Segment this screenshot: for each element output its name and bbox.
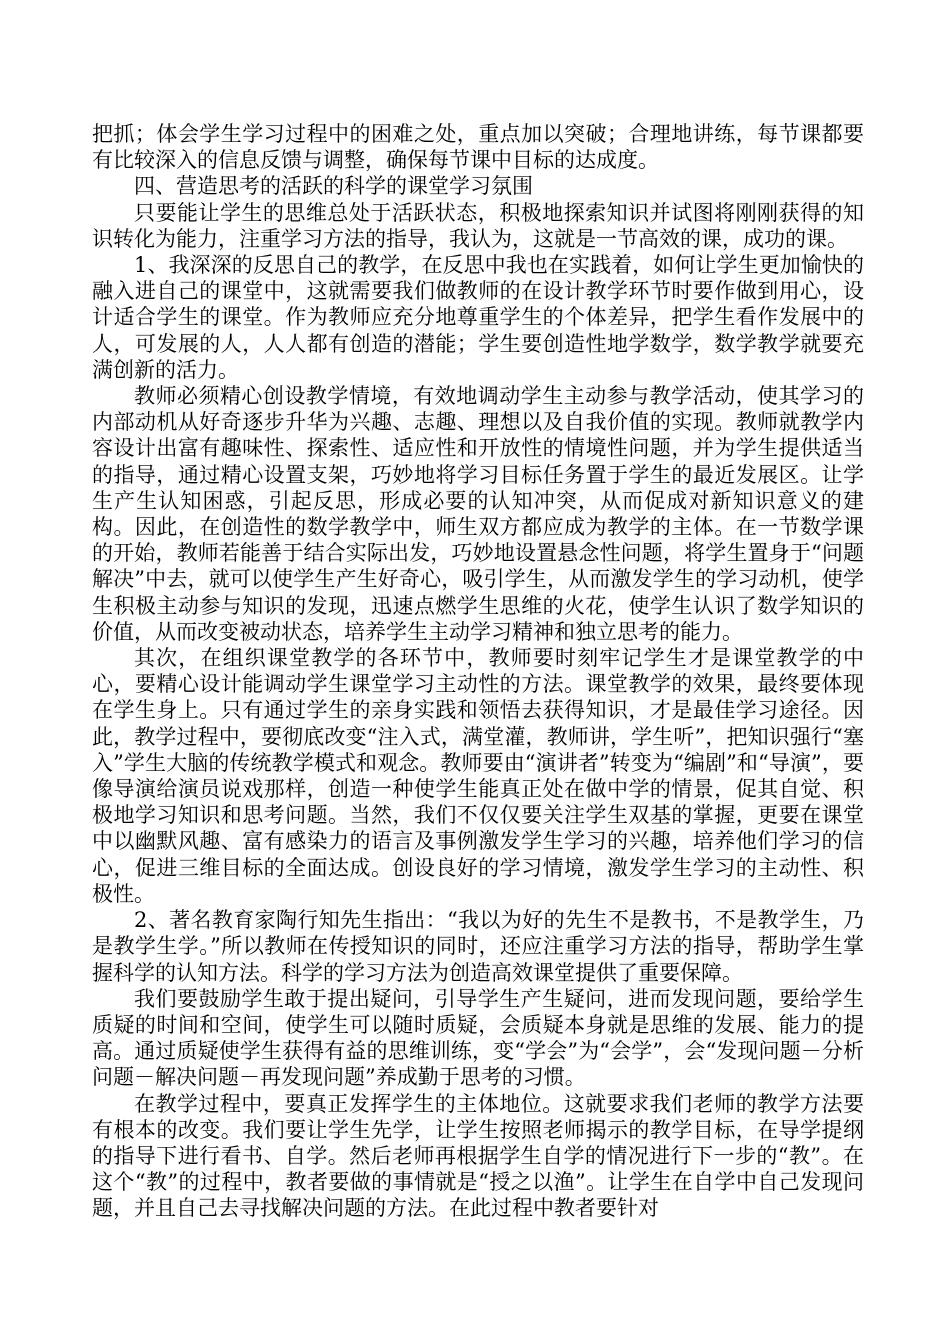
- paragraph-4: 1、我深深的反思自己的教学，在反思中我也在实践着，如何让学生更加愉快的融入进自己的课堂中，这就需要我们做教师的在设计教学环节时要作做到用心，设计适合学生的课堂。作为教师应充分地尊重学生的个体差异，把学生看作发展中的人，可发展的人，人人都有创造的潜能；学生要创造性地学数学，数学教学就要充满创新的活力。: [92, 253, 864, 382]
- paragraph-3: 只要能让学生的思维总处于活跃状态，积极地探索知识并试图将刚刚获得的知识转化为能力，注重学习方法的指导，我认为，这就是一节高效的课，成功的课。: [92, 200, 864, 251]
- paragraph-1: 把抓；体会学生学习过程中的困难之处，重点加以突破；合理地讲练，每节课都要有比较深入的信息反馈与调整，确保每节课中目标的达成度。: [92, 122, 864, 173]
- section-heading-4: 四、营造思考的活跃的科学的课堂学习氛围: [134, 174, 533, 199]
- paragraph-8: 我们要鼓励学生敢于提出疑问，引导学生产生疑问，进而发现问题，要给学生质疑的时间和空间，使学生可以随时质疑，会质疑本身就是思维的发展、能力的提高。通过质疑使学生获得有益的思维训练，变“学会”为“会学”，会“发现问题－分析问题－解决问题－再发现问题”养成勤于思考的习惯。: [92, 986, 864, 1090]
- paragraph-5: 教师必须精心创设教学情境，有效地调动学生主动参与教学活动，使其学习的内部动机从好奇逐步升华为兴趣、志趣、理想以及自我价值的实现。教师就教学内容设计出富有趣味性、探索性、适应性和开放性的情境性问题，并为学生提供适当的指导，通过精心设置支架，巧妙地将学习目标任务置于学生的最近发展区。让学生产生认知困惑，引起反思，形成必要的认知冲突，从而促成对新知识意义的建构。因此，在创造性的数学教学中，师生双方都应成为教学的主体。在一节数学课的开始，教师若能善于结合实际出发，巧妙地设置悬念性问题，将学生置身于“问题解决”中去，就可以使学生产生好奇心，吸引学生，从而激发学生的学习动机，使学生积极主动参与知识的发现，迅速点燃学生思维的火花，使学生认识了数学知识的价值，从而改变被动状态，培养学生主动学习精神和独立思考的能力。: [92, 384, 864, 644]
- paragraph-7: 2、著名教育家陶行知先生指出：“我以为好的先生不是教书，不是教学生，乃是教学生学。”所以教师在传授知识的同时，还应注重学习方法的指导，帮助学生掌握科学的认知方法。科学的学习方法为创造高效课堂提供了重要保障。: [92, 908, 864, 985]
- paragraph-6: 其次，在组织课堂教学的各环节中，教师要时刻牢记学生才是课堂教学的中心，要精心设计能调动学生课堂学习主动性的方法。课堂教学的效果，最终要体现在学生身上。只有通过学生的亲身实践和领悟去获得知识，才是最佳学习途径。因此，教学过程中，要彻底改变“注入式，满堂灌，教师讲，学生听”，把知识强行“塞入”学生大脑的传统教学模式和观念。教师要由“演讲者”转变为“编剧”和“导演”，要像导演给演员说戏那样，创造一种使学生能真正处在做中学的情景，促其自觉、积极地学习知识和思考问题。当然，我们不仅仅要关注学生双基的掌握，更要在课堂中以幽默风趣、富有感染力的语言及事例激发学生学习的兴趣，培养他们学习的信心，促进三维目标的全面达成。创设良好的学习情境，激发学生学习的主动性、积极性。: [92, 646, 864, 906]
- paragraph-9: 在教学过程中，要真正发挥学生的主体地位。这就要求我们老师的教学方法要有根本的改变。我们要让学生先学，让学生按照老师揭示的教学目标，在导学提纲的指导下进行看书、自学。然后老师再根据学生自学的情况进行下一步的“教”。在这个“教”的过程中，教者要做的事情就是“授之以渔”。让学生在自学中自己发现问题，并且自己去寻找解决问题的方法。在此过程中教者要针对: [92, 1091, 864, 1221]
- document-page: [92, 121, 864, 1222]
